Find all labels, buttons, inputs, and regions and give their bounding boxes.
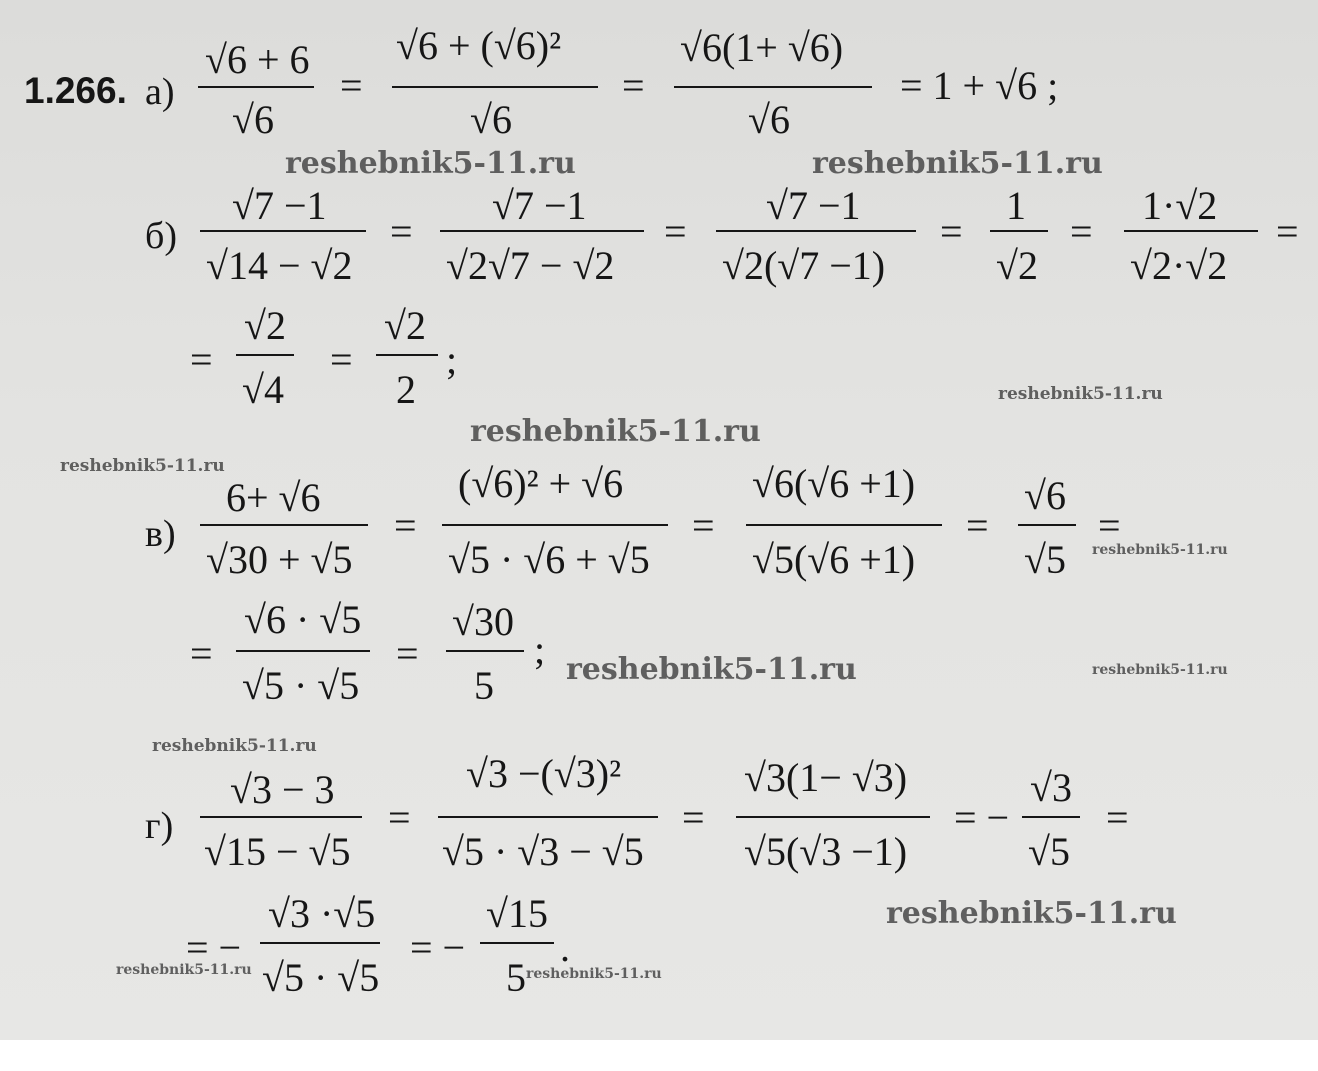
part-b-f2-denominator: √2√7 − √2: [446, 243, 615, 288]
part-b-f4-bar: [990, 230, 1048, 232]
part-g-f6-bar: [480, 942, 554, 944]
part-v-f1-numerator: 6+ √6: [226, 475, 321, 520]
part-b-f5-denominator: √2·√2: [1130, 243, 1228, 288]
part-g-f5-numerator: √3 ·√5: [268, 891, 376, 936]
watermark: reshebnik5-11.ru: [60, 456, 225, 476]
part-g-f1-denominator: √15 − √5: [204, 829, 351, 874]
part-v-eq1: =: [394, 503, 417, 548]
part-b-eq6: =: [330, 337, 353, 382]
part-b-f2-bar: [440, 230, 644, 232]
part-b-f7-numerator: √2: [384, 303, 426, 348]
part-g-f4-bar: [1022, 816, 1080, 818]
part-b-f1-denominator: √14 − √2: [206, 243, 353, 288]
part-g-eq4: =: [1106, 795, 1129, 840]
part-b-f4-numerator: 1: [1006, 183, 1026, 228]
part-g-line2-eq: = −: [186, 925, 242, 970]
part-g-f1-bar: [200, 816, 362, 818]
part-v-f6-denominator: 5: [474, 663, 494, 708]
part-a-f1-bar: [198, 86, 314, 88]
part-v-f6-numerator: √30: [452, 599, 514, 644]
watermark: reshebnik5-11.ru: [998, 384, 1163, 404]
part-v-f2-numerator: (√6)² + √6: [458, 461, 624, 506]
problem-number: 1.266.: [24, 70, 127, 111]
part-b-eq1: =: [390, 209, 413, 254]
part-g-f2-bar: [438, 816, 658, 818]
part-g-f4-denominator: √5: [1028, 829, 1070, 874]
part-g-f4-numerator: √3: [1030, 765, 1072, 810]
part-g-f2-denominator: √5 · √3 − √5: [442, 829, 644, 874]
part-b-f1-numerator: √7 −1: [232, 183, 327, 228]
part-a-f2-denominator: √6: [470, 97, 512, 142]
watermark: reshebnik5-11.ru: [886, 896, 1177, 931]
part-v-f3-bar: [746, 524, 942, 526]
part-a-result: = 1 + √6 ;: [900, 63, 1059, 108]
part-v-f2-bar: [442, 524, 668, 526]
part-v-eq2: =: [692, 503, 715, 548]
part-b-f5-numerator: 1·√2: [1142, 183, 1218, 228]
part-v-line2-eq: =: [190, 631, 213, 676]
part-v-f4-numerator: √6: [1024, 473, 1066, 518]
part-v-f6-bar: [446, 650, 524, 652]
part-g-f5-denominator: √5 · √5: [262, 955, 380, 1000]
part-v-label: в): [145, 513, 176, 555]
part-v-eq5: =: [396, 631, 419, 676]
part-b-f6-numerator: √2: [244, 303, 286, 348]
part-v-f4-bar: [1018, 524, 1076, 526]
part-b-f2-numerator: √7 −1: [492, 183, 587, 228]
part-g-eq5: = −: [410, 925, 466, 970]
watermark: reshebnik5-11.ru: [1092, 662, 1228, 678]
part-b-eq5: =: [1276, 209, 1299, 254]
watermark: reshebnik5-11.ru: [812, 146, 1103, 181]
part-a-f2-numerator: √6 + (√6)²: [396, 23, 562, 68]
part-g-f3-denominator: √5(√3 −1): [744, 829, 908, 874]
part-v-end: ;: [534, 627, 546, 672]
part-b-f3-numerator: √7 −1: [766, 183, 861, 228]
part-a-f3-bar: [674, 86, 872, 88]
part-a-f1-denominator: √6: [232, 97, 274, 142]
part-g-f3-numerator: √3(1− √3): [744, 755, 908, 800]
part-b-line2-eq: =: [190, 337, 213, 382]
part-b-end: ;: [446, 337, 458, 382]
part-a-label: а): [145, 71, 175, 113]
part-g-end: .: [560, 925, 570, 970]
part-b-f1-bar: [200, 230, 366, 232]
part-g-f6-denominator: 5: [506, 955, 526, 1000]
part-v-f3-denominator: √5(√6 +1): [752, 537, 916, 582]
part-v-f4-denominator: √5: [1024, 537, 1066, 582]
part-b-eq3: =: [940, 209, 963, 254]
watermark: reshebnik5-11.ru: [526, 966, 662, 982]
part-b-f6-bar: [236, 354, 294, 356]
part-b-f4-denominator: √2: [996, 243, 1038, 288]
part-g-eq2: =: [682, 795, 705, 840]
watermark: reshebnik5-11.ru: [116, 962, 252, 978]
part-b-eq4: =: [1070, 209, 1093, 254]
part-a-eq1: =: [340, 63, 363, 108]
watermark: reshebnik5-11.ru: [566, 652, 857, 687]
part-b-f7-bar: [376, 354, 438, 356]
part-v-f5-numerator: √6 · √5: [244, 597, 362, 642]
part-v-f3-numerator: √6(√6 +1): [752, 461, 916, 506]
part-g-eq1: =: [388, 795, 411, 840]
part-g-f6-numerator: √15: [486, 891, 548, 936]
watermark: reshebnik5-11.ru: [285, 146, 576, 181]
watermark: reshebnik5-11.ru: [1092, 542, 1228, 558]
part-v-f5-bar: [236, 650, 370, 652]
part-a-f3-numerator: √6(1+ √6): [680, 25, 844, 70]
part-b-eq2: =: [664, 209, 687, 254]
part-a-eq2: =: [622, 63, 645, 108]
part-v-eq3: =: [966, 503, 989, 548]
part-g-f1-numerator: √3 − 3: [230, 767, 335, 812]
part-g-f2-numerator: √3 −(√3)²: [466, 751, 622, 796]
watermark: reshebnik5-11.ru: [470, 414, 761, 449]
part-g-label: г): [145, 805, 174, 847]
part-g-f5-bar: [260, 942, 380, 944]
part-b-f7-denominator: 2: [396, 367, 416, 412]
part-b-label: б): [145, 215, 177, 257]
part-b-f3-denominator: √2(√7 −1): [722, 243, 886, 288]
part-b-f6-denominator: √4: [242, 367, 284, 412]
part-v-f1-bar: [200, 524, 368, 526]
part-a-f2-bar: [392, 86, 598, 88]
part-v-f2-denominator: √5 · √6 + √5: [448, 537, 650, 582]
part-v-f5-denominator: √5 · √5: [242, 663, 360, 708]
part-b-f5-bar: [1124, 230, 1258, 232]
part-a-f1-numerator: √6 + 6: [205, 37, 310, 82]
part-v-eq4: =: [1098, 503, 1121, 548]
part-g-f3-bar: [736, 816, 930, 818]
part-g-eq3: = −: [954, 795, 1010, 840]
bottom-margin: [0, 1040, 1318, 1071]
part-v-f1-denominator: √30 + √5: [206, 537, 353, 582]
part-b-f3-bar: [716, 230, 916, 232]
watermark: reshebnik5-11.ru: [152, 736, 317, 756]
part-a-f3-denominator: √6: [748, 97, 790, 142]
